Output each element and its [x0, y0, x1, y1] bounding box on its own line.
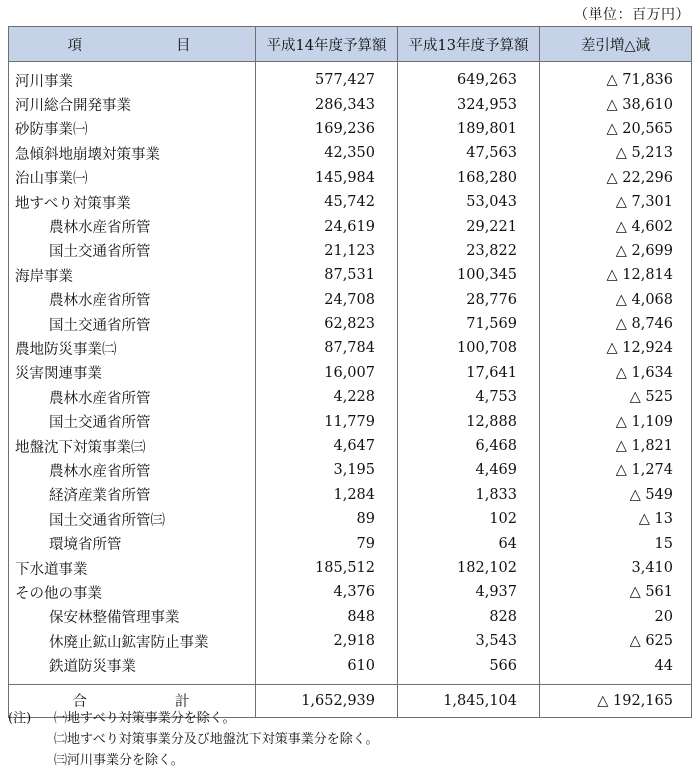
row-diff: △ 20,565 — [540, 117, 692, 141]
row-diff: △ 8,746 — [540, 312, 692, 336]
table-row — [9, 580, 692, 604]
row-fy13: 4,937 — [398, 580, 540, 604]
table-row — [9, 263, 692, 287]
table-row — [9, 458, 692, 482]
row-name: 海岸事業 — [9, 263, 256, 287]
row-fy14: 87,531 — [256, 263, 398, 287]
row-fy14: 24,708 — [256, 288, 398, 312]
table-row — [9, 629, 692, 653]
row-fy14: 62,823 — [256, 312, 398, 336]
table-row — [9, 556, 692, 580]
row-fy14: 2,918 — [256, 629, 398, 653]
row-fy13: 28,776 — [398, 288, 540, 312]
row-name: 治山事業㈠ — [9, 166, 256, 190]
notes-lead: (注) — [8, 711, 32, 726]
row-diff: △ 38,610 — [540, 92, 692, 116]
note-line — [8, 729, 378, 750]
row-diff: △ 1,634 — [540, 361, 692, 385]
row-name: 休廃止鉱山鉱害防止事業 — [9, 629, 256, 653]
row-diff: △ 7,301 — [540, 190, 692, 214]
row-fy14: 42,350 — [256, 141, 398, 165]
row-diff: △ 1,274 — [540, 458, 692, 482]
notes — [8, 708, 378, 771]
row-name: 地盤沈下対策事業㈢ — [9, 434, 256, 458]
table-row — [9, 288, 692, 312]
row-fy13: 12,888 — [398, 409, 540, 433]
row-name: 農林水産省所管 — [9, 214, 256, 238]
row-fy14: 4,647 — [256, 434, 398, 458]
row-fy13: 102 — [398, 507, 540, 531]
row-diff: △ 1,821 — [540, 434, 692, 458]
row-diff: △ 12,924 — [540, 336, 692, 360]
row-diff: △ 549 — [540, 483, 692, 507]
row-name: その他の事業 — [9, 580, 256, 604]
table-row — [9, 531, 692, 555]
header-item-left: 項 — [67, 37, 88, 54]
note-text: ㈢河川事業分を除く。 — [54, 753, 184, 768]
row-fy13: 649,263 — [398, 62, 540, 93]
note-line — [8, 708, 378, 729]
table-row — [9, 385, 692, 409]
row-fy13: 23,822 — [398, 239, 540, 263]
row-fy14: 185,512 — [256, 556, 398, 580]
row-fy13: 29,221 — [398, 214, 540, 238]
row-fy14: 87,784 — [256, 336, 398, 360]
header-item-right: 目 — [176, 37, 197, 54]
row-diff: △ 4,602 — [540, 214, 692, 238]
row-fy13: 6,468 — [398, 434, 540, 458]
header-diff: 差引増△減 — [540, 27, 692, 62]
row-diff: 3,410 — [540, 556, 692, 580]
row-fy13: 71,569 — [398, 312, 540, 336]
row-name: 環境省所管 — [9, 531, 256, 555]
note-text: ㈠地すべり対策事業分を除く。 — [54, 711, 236, 726]
row-diff: 20 — [540, 605, 692, 629]
row-fy13: 17,641 — [398, 361, 540, 385]
note-text: ㈡地すべり対策事業分及び地盤沈下対策事業分を除く。 — [54, 732, 379, 747]
row-name: 急傾斜地崩壊対策事業 — [9, 141, 256, 165]
total-diff: △ 192,165 — [540, 684, 692, 717]
row-fy14: 11,779 — [256, 409, 398, 433]
row-name: 経済産業省所管 — [9, 483, 256, 507]
table-row — [9, 312, 692, 336]
table-row — [9, 166, 692, 190]
table-body — [9, 62, 692, 685]
row-name: 下水道事業 — [9, 556, 256, 580]
row-fy14: 1,284 — [256, 483, 398, 507]
row-fy13: 100,708 — [398, 336, 540, 360]
row-name: 農地防災事業㈡ — [9, 336, 256, 360]
table-row — [9, 117, 692, 141]
row-fy13: 189,801 — [398, 117, 540, 141]
table-row — [9, 434, 692, 458]
row-name: 国土交通省所管 — [9, 312, 256, 336]
row-name: 農林水産省所管 — [9, 458, 256, 482]
row-fy13: 182,102 — [398, 556, 540, 580]
row-fy14: 24,619 — [256, 214, 398, 238]
row-diff: △ 4,068 — [540, 288, 692, 312]
row-diff: △ 13 — [540, 507, 692, 531]
row-name: 砂防事業㈠ — [9, 117, 256, 141]
table-row — [9, 483, 692, 507]
row-fy14: 3,195 — [256, 458, 398, 482]
row-fy14: 848 — [256, 605, 398, 629]
unit-label: （単位：百万円） — [574, 7, 690, 23]
table-row — [9, 239, 692, 263]
row-name: 河川事業 — [9, 62, 256, 93]
row-name: 鉄道防災事業 — [9, 653, 256, 684]
row-fy13: 64 — [398, 531, 540, 555]
note-line — [8, 750, 378, 771]
header-row — [9, 27, 692, 62]
header-item — [9, 27, 256, 62]
row-fy14: 45,742 — [256, 190, 398, 214]
table-row — [9, 653, 692, 684]
row-fy14: 286,343 — [256, 92, 398, 116]
row-diff: 15 — [540, 531, 692, 555]
row-fy14: 577,427 — [256, 62, 398, 93]
row-fy14: 16,007 — [256, 361, 398, 385]
row-diff: △ 1,109 — [540, 409, 692, 433]
row-fy13: 566 — [398, 653, 540, 684]
row-diff: △ 2,699 — [540, 239, 692, 263]
row-name: 河川総合開発事業 — [9, 92, 256, 116]
row-fy13: 53,043 — [398, 190, 540, 214]
row-name: 国土交通省所管㈢ — [9, 507, 256, 531]
row-diff: △ 525 — [540, 385, 692, 409]
row-fy14: 145,984 — [256, 166, 398, 190]
row-name: 農林水産省所管 — [9, 288, 256, 312]
row-fy13: 100,345 — [398, 263, 540, 287]
table-row — [9, 409, 692, 433]
row-fy13: 828 — [398, 605, 540, 629]
total-label-right: 計 — [175, 694, 192, 711]
row-fy14: 21,123 — [256, 239, 398, 263]
row-name: 国土交通省所管 — [9, 409, 256, 433]
row-fy13: 1,833 — [398, 483, 540, 507]
row-name: 災害関連事業 — [9, 361, 256, 385]
total-fy14: 1,652,939 — [256, 684, 398, 717]
row-fy13: 3,543 — [398, 629, 540, 653]
row-diff: △ 12,814 — [540, 263, 692, 287]
row-diff: △ 561 — [540, 580, 692, 604]
row-diff: △ 625 — [540, 629, 692, 653]
row-fy14: 610 — [256, 653, 398, 684]
row-fy14: 169,236 — [256, 117, 398, 141]
total-label-left: 合 — [72, 694, 89, 711]
table-row — [9, 336, 692, 360]
row-fy13: 4,753 — [398, 385, 540, 409]
table-row — [9, 92, 692, 116]
table-row — [9, 190, 692, 214]
row-name: 保安林整備管理事業 — [9, 605, 256, 629]
row-fy14: 89 — [256, 507, 398, 531]
row-name: 地すべり対策事業 — [9, 190, 256, 214]
header-fy13: 平成13年度予算額 — [398, 27, 540, 62]
table-row — [9, 62, 692, 93]
row-diff: 44 — [540, 653, 692, 684]
row-fy14: 4,228 — [256, 385, 398, 409]
row-name: 農林水産省所管 — [9, 385, 256, 409]
row-fy14: 4,376 — [256, 580, 398, 604]
row-fy13: 168,280 — [398, 166, 540, 190]
table-row — [9, 507, 692, 531]
table-row — [9, 214, 692, 238]
row-fy14: 79 — [256, 531, 398, 555]
table-row — [9, 605, 692, 629]
row-diff: △ 5,213 — [540, 141, 692, 165]
row-fy13: 4,469 — [398, 458, 540, 482]
table-row — [9, 141, 692, 165]
table-row — [9, 361, 692, 385]
row-fy13: 324,953 — [398, 92, 540, 116]
row-diff: △ 71,836 — [540, 62, 692, 93]
header-fy14: 平成14年度予算額 — [256, 27, 398, 62]
row-fy13: 47,563 — [398, 141, 540, 165]
row-diff: △ 22,296 — [540, 166, 692, 190]
budget-table — [8, 26, 692, 718]
total-fy13: 1,845,104 — [398, 684, 540, 717]
row-name: 国土交通省所管 — [9, 239, 256, 263]
